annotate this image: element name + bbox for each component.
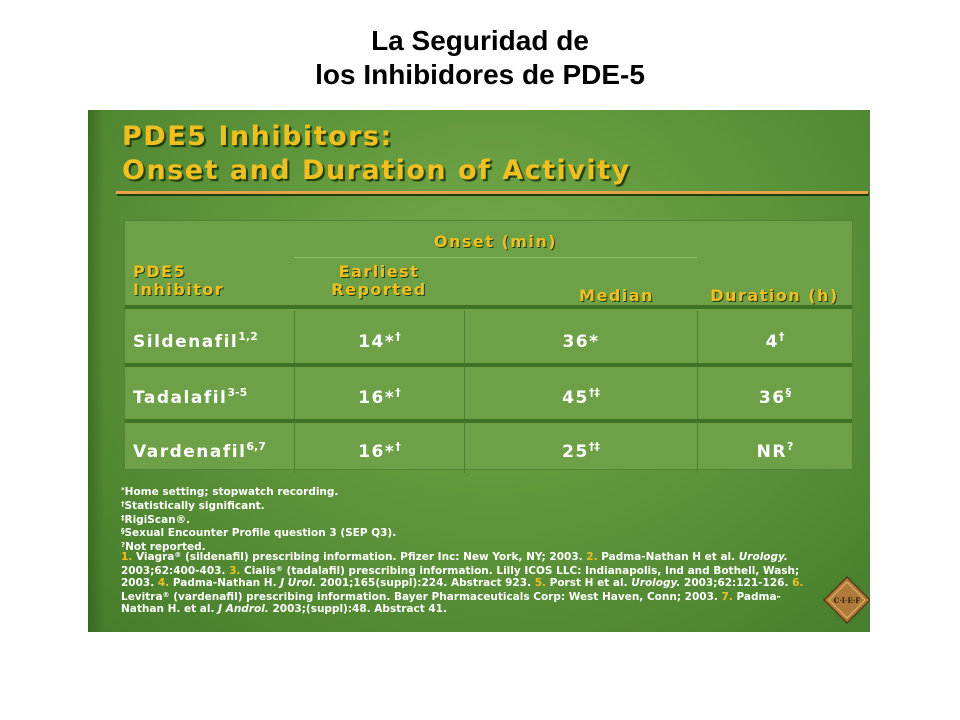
footnote-mark: * [121,486,125,494]
footnote-mark: † [121,499,125,508]
duration-value: 36 [758,388,786,408]
slide-heading-line2: Onset and Duration of Activity [122,155,631,186]
footnote [121,526,821,540]
earliest-footnote-mark: † [395,440,401,453]
table-row-tadalafil [125,367,852,419]
median-footnote-mark: †‡ [588,386,600,399]
earliest-footnote-mark: † [395,386,401,399]
footnote [121,513,821,527]
reference-number: 2. [586,551,598,563]
header-separator [125,305,852,309]
col-header-earliest-line1: Earliest [338,262,420,281]
reference-text: Padma-Nathan H. et al. [121,590,781,615]
duration-value: 4 [765,332,779,352]
cell-median [464,311,697,363]
reference-number: 5. [534,576,546,589]
footnote-text: Home setting; stopwatch recording. [124,486,339,498]
registered-mark: ® [174,551,182,559]
footnote-text: Not reported. [125,541,206,554]
footnote-mark: ‡ [121,513,125,522]
reference-text: Viagra [132,551,175,563]
drug-reference: 3-5 [227,386,248,399]
col-header-inhibitor [133,263,224,299]
duration-footnote-mark: ? [786,440,794,453]
footnote [121,499,821,513]
heading-underline [116,191,868,194]
table-row-sildenafil [125,311,852,363]
slide-heading-line1: PDE5 Inhibitors: [122,121,393,152]
reference-journal: J Urol. [280,576,317,589]
reference-text: 2003;62:121-126. [680,576,793,589]
reference-text: 2003;(suppl):48. Abstract 41. [268,602,447,615]
reference-number: 7. [721,590,733,603]
cell-drug [125,367,294,419]
earliest-value: 16* [358,442,396,462]
reference-number: 4. [157,576,170,589]
reference-text: 2003;62:400-403. [121,564,230,577]
earliest-footnote-mark: † [395,330,401,343]
reference-journal: J Androl. [218,602,269,615]
reference-text: Cialis [240,564,276,577]
cell-drug [125,421,294,473]
footnote-text: Statistically significant. [124,499,265,512]
duration-value: NR [756,442,787,462]
cell-median [464,421,697,473]
cief-diamond-logo-icon [823,576,870,624]
reference-number: 1. [121,551,133,563]
cell-drug [125,311,294,363]
cell-earliest [294,311,464,363]
footnotes [121,485,821,554]
reference-text: Levitra [121,590,163,603]
onset-group-divider [294,257,697,258]
cell-duration [697,421,852,473]
median-value: 36* [562,332,600,352]
reference-text: (tadalafil) prescribing information. Lilly ICOS LLC: Indianapolis, Ind and Bothell, Wash; 2003. [121,564,800,589]
reference-text: Padma-Nathan H et al. [597,551,739,563]
onset-group-header: Onset (min) [433,232,558,251]
drug-reference: 1,2 [238,330,258,343]
registered-mark: ® [275,564,283,573]
drug-name: Vardenafil [133,442,247,462]
table-row-vardenafil [125,421,852,473]
reference-text: 2001;165(suppl):224. Abstract 923. [316,576,535,589]
page-title-line1: La Seguridad de [371,25,589,56]
footnote [121,485,821,499]
reference-text: Padma-Nathan H. [169,576,281,589]
page-title-line2: los Inhibidores de PDE-5 [315,59,645,90]
references [121,550,821,616]
footnote-text: Sexual Encounter Profile question 3 (SEP Q3). [124,527,397,540]
reference-text: Porst H et al. [545,576,632,589]
col-header-earliest-line2: Reported [331,280,427,299]
drug-name: Tadalafil [133,388,228,408]
footnote-mark: § [121,527,125,536]
col-header-inhibitor-line2: Inhibitor [133,280,225,299]
slide-heading [122,120,631,188]
earliest-value: 14* [358,332,396,352]
cell-duration [697,367,852,419]
footnote-text: RigiScan®. [124,513,191,526]
cell-median [464,367,697,419]
registered-mark: ® [162,590,170,599]
median-value: 45 [562,388,589,408]
reference-journal: Urology. [631,576,681,589]
earliest-value: 16* [358,388,396,408]
cell-earliest [294,367,464,419]
duration-footnote-mark: † [778,330,785,343]
cell-earliest [294,421,464,473]
onset-duration-table [124,220,853,470]
reference-text: (sildenafil) prescribing information. Pfizer Inc: New York, NY; 2003. [181,551,587,563]
footnote-mark: ? [121,541,126,550]
median-footnote-mark: †‡ [588,440,600,453]
duration-footnote-mark: § [785,386,792,399]
col-header-inhibitor-line1: PDE5 [133,262,187,281]
median-value: 25 [562,442,589,462]
reference-number: 3. [229,564,241,577]
col-header-median: Median [579,286,654,305]
slide [88,110,870,632]
drug-reference: 6,7 [246,440,266,453]
reference-text: (vardenafil) prescribing information. Bayer Pharmaceuticals Corp: West Haven, Conn; 2003. [169,590,722,603]
col-header-earliest [294,263,464,299]
logo-text: C·I·E·F [833,596,861,605]
reference-journal: Urology. [738,551,788,563]
col-header-duration: Duration (h) [710,286,839,305]
cell-duration [697,311,852,363]
drug-name: Sildenafil [133,332,239,352]
reference-number: 6. [792,576,804,589]
page-title [0,24,960,92]
